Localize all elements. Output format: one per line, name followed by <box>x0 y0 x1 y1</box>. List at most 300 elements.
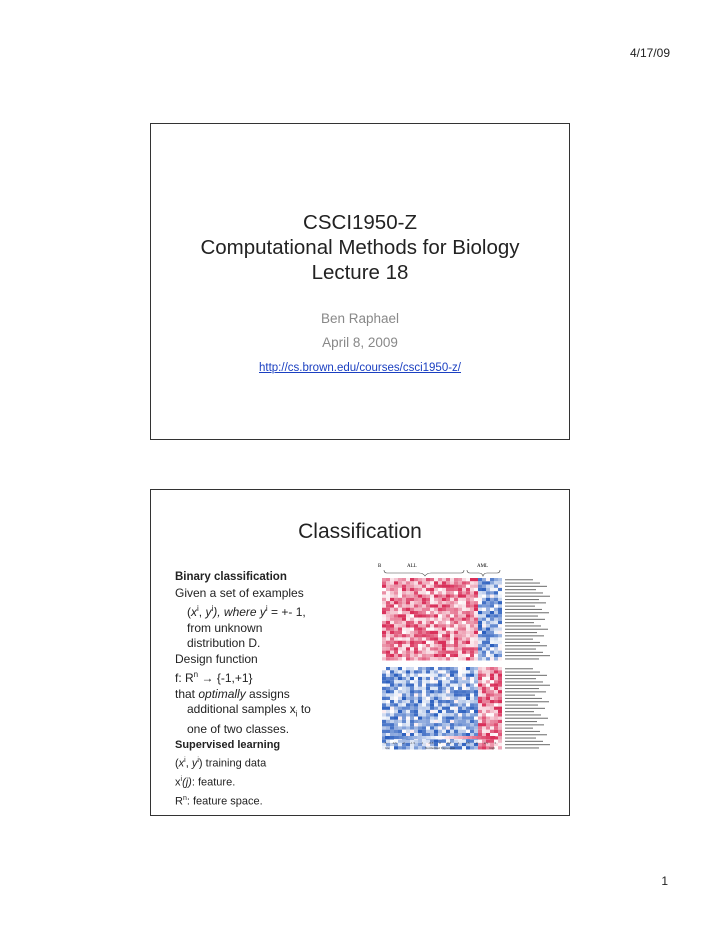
heatmap-cell <box>446 690 450 693</box>
heatmap-cell <box>482 634 486 637</box>
heatmap-cell <box>406 581 410 584</box>
heatmap-cell <box>434 644 438 647</box>
heatmap-cell <box>482 670 486 673</box>
heatmap-cell <box>382 693 386 696</box>
gene-label-line <box>505 721 537 722</box>
heatmap-cell <box>386 598 390 601</box>
heatmap-cell <box>498 746 502 749</box>
heatmap-cell <box>410 733 414 736</box>
heatmap-cell <box>442 693 446 696</box>
heatmap-cell <box>426 618 430 621</box>
heatmap-cell <box>390 746 394 749</box>
heatmap-cell <box>482 720 486 723</box>
heatmap-cell <box>434 621 438 624</box>
heatmap-cell <box>382 618 386 621</box>
heatmap-cell <box>462 647 466 650</box>
heatmap-cell <box>466 634 470 637</box>
heatmap-cell <box>462 624 466 627</box>
heatmap-cell <box>462 621 466 624</box>
heatmap-cell <box>390 726 394 729</box>
heatmap-cell <box>402 624 406 627</box>
heatmap-cell <box>434 608 438 611</box>
heatmap-cell <box>462 713 466 716</box>
heatmap-cell <box>458 700 462 703</box>
heatmap-cell <box>410 618 414 621</box>
heatmap-cell <box>498 690 502 693</box>
heatmap-cell <box>418 601 422 604</box>
heatmap-cell <box>482 604 486 607</box>
heatmap-cell <box>430 657 434 660</box>
heatmap-cell <box>494 677 498 680</box>
heatmap-cell <box>406 608 410 611</box>
heatmap-cell <box>470 700 474 703</box>
heatmap-cell <box>406 667 410 670</box>
heatmap-cell <box>410 624 414 627</box>
heatmap-cell <box>474 723 478 726</box>
heatmap-cell <box>394 608 398 611</box>
gene-label-line <box>505 632 537 633</box>
heatmap-cell <box>470 667 474 670</box>
heatmap-cell <box>462 628 466 631</box>
heatmap-cell <box>486 581 490 584</box>
heatmap-cell <box>462 644 466 647</box>
heatmap-cell <box>446 621 450 624</box>
heatmap-cell <box>422 687 426 690</box>
heatmap-cell <box>410 588 414 591</box>
heatmap-cell <box>474 621 478 624</box>
gene-label-line <box>505 675 547 676</box>
heatmap-cell <box>498 595 502 598</box>
gene-label-line <box>505 586 547 587</box>
heatmap-cell <box>454 604 458 607</box>
heatmap-cell <box>390 647 394 650</box>
heatmap-cell <box>466 588 470 591</box>
heatmap-cell <box>458 733 462 736</box>
heatmap-cell <box>422 611 426 614</box>
heatmap-cell <box>402 710 406 713</box>
heatmap-cell <box>446 637 450 640</box>
heatmap-cell <box>418 654 422 657</box>
heatmap-cell <box>482 644 486 647</box>
heatmap-cell <box>482 628 486 631</box>
heatmap-cell <box>474 611 478 614</box>
heatmap-cell <box>494 723 498 726</box>
heatmap-cell <box>478 693 482 696</box>
heatmap-cell <box>446 657 450 660</box>
gene-label-line <box>505 698 542 699</box>
heatmap-cell <box>434 624 438 627</box>
heatmap-cell <box>430 710 434 713</box>
heatmap-cell <box>474 604 478 607</box>
heatmap-cell <box>498 730 502 733</box>
heatmap-cell <box>390 624 394 627</box>
heatmap-cell <box>434 604 438 607</box>
heatmap-cell <box>454 598 458 601</box>
heatmap-cell <box>470 723 474 726</box>
heatmap-cell <box>414 581 418 584</box>
heatmap-cell <box>382 684 386 687</box>
heatmap-cell <box>486 680 490 683</box>
heatmap-cell <box>386 644 390 647</box>
heatmap-cell <box>478 684 482 687</box>
heatmap-cell <box>446 700 450 703</box>
scale-tick-label: -1.5 <box>409 741 416 745</box>
heatmap-cell <box>430 687 434 690</box>
slide-body-text <box>175 570 360 809</box>
heatmap-cell <box>474 720 478 723</box>
heatmap-cell <box>442 733 446 736</box>
heatmap-cell <box>398 670 402 673</box>
heatmap-cell <box>482 697 486 700</box>
heatmap-cell <box>490 687 494 690</box>
heatmap-cell <box>398 585 402 588</box>
heatmap-cell <box>498 674 502 677</box>
heatmap-cell <box>474 710 478 713</box>
heatmap-cell <box>398 641 402 644</box>
heatmap-cell <box>442 684 446 687</box>
heatmap-cell <box>406 733 410 736</box>
heatmap-cell <box>442 677 446 680</box>
heatmap-cell <box>494 703 498 706</box>
heatmap-cell <box>466 703 470 706</box>
heatmap-cell <box>422 654 426 657</box>
heatmap-cell <box>446 733 450 736</box>
heatmap-cell <box>458 667 462 670</box>
heatmap-cell <box>386 680 390 683</box>
heatmap-cell <box>398 628 402 631</box>
heatmap-cell <box>462 693 466 696</box>
heatmap-cell <box>402 667 406 670</box>
heatmap-cell <box>438 703 442 706</box>
heatmap-cell <box>494 581 498 584</box>
heatmap-cell <box>474 578 478 581</box>
heatmap-cell <box>478 618 482 621</box>
heatmap-cell <box>450 713 454 716</box>
heatmap-cell <box>490 654 494 657</box>
heatmap-cell <box>386 608 390 611</box>
heatmap-cell <box>410 730 414 733</box>
heatmap-cell <box>446 614 450 617</box>
heatmap-cell <box>442 674 446 677</box>
heatmap-cell <box>466 631 470 634</box>
heatmap-cell <box>390 717 394 720</box>
brace-all <box>384 570 464 576</box>
heatmap-cell <box>450 697 454 700</box>
gene-labels <box>505 579 550 748</box>
heatmap-cell <box>398 693 402 696</box>
slide-title-card <box>150 123 570 440</box>
heatmap-cell <box>446 667 450 670</box>
gene-label-line <box>505 645 547 646</box>
heatmap-cell <box>486 654 490 657</box>
scale-tick-label: -1 <box>420 741 423 745</box>
course-code: CSCI1950-Z <box>303 211 417 234</box>
heatmap-cell <box>462 703 466 706</box>
heatmap-cell <box>498 631 502 634</box>
heatmap-cell <box>406 598 410 601</box>
heatmap-cell <box>482 637 486 640</box>
heatmap-cell <box>470 598 474 601</box>
heatmap-cell <box>442 726 446 729</box>
heatmap-cell <box>474 703 478 706</box>
heatmap-svg <box>379 560 559 750</box>
heatmap-cell <box>382 581 386 584</box>
heatmap-cell <box>434 634 438 637</box>
heatmap-cell <box>390 730 394 733</box>
heatmap-cell <box>422 624 426 627</box>
heatmap-cell <box>498 743 502 746</box>
heatmap-cell <box>426 733 430 736</box>
heatmap-cell <box>498 621 502 624</box>
heatmap-cell <box>402 690 406 693</box>
heatmap-cell <box>394 670 398 673</box>
heatmap-cell <box>414 654 418 657</box>
heatmap-cell <box>414 618 418 621</box>
heatmap-cell <box>450 585 454 588</box>
heatmap-cell <box>450 598 454 601</box>
heatmap-cell <box>438 677 442 680</box>
heatmap-cell <box>442 628 446 631</box>
heatmap-cell <box>486 713 490 716</box>
heatmap-cell <box>398 674 402 677</box>
heatmap-cell <box>486 641 490 644</box>
heatmap-cell <box>462 637 466 640</box>
heatmap-cell <box>458 578 462 581</box>
heatmap-cell <box>386 713 390 716</box>
heatmap-cell <box>418 588 422 591</box>
heatmap-cell <box>410 693 414 696</box>
heatmap-cell <box>458 720 462 723</box>
heatmap-cell <box>426 717 430 720</box>
heatmap-cell <box>466 608 470 611</box>
heatmap-cell <box>450 707 454 710</box>
heatmap-cell <box>410 703 414 706</box>
heatmap-cell <box>438 614 442 617</box>
heatmap-cell <box>418 717 422 720</box>
heatmap-cell <box>490 621 494 624</box>
heatmap-cell <box>442 588 446 591</box>
heatmap-cell <box>454 601 458 604</box>
heatmap-cell <box>482 585 486 588</box>
heatmap-cell <box>430 585 434 588</box>
heatmap-cell <box>446 674 450 677</box>
heatmap-cell <box>482 611 486 614</box>
heatmap-cell <box>402 670 406 673</box>
scale-tick-label: 3 <box>494 741 496 745</box>
heatmap-cell <box>394 641 398 644</box>
heatmap-cell <box>410 677 414 680</box>
heatmap-cell <box>406 717 410 720</box>
heatmap-cell <box>442 700 446 703</box>
heatmap-cell <box>474 717 478 720</box>
heatmap-cell <box>390 614 394 617</box>
heatmap-cell <box>450 641 454 644</box>
heatmap-cell <box>418 680 422 683</box>
heatmap-cell <box>386 647 390 650</box>
heatmap-cell <box>470 674 474 677</box>
scale-caption: Normalized Expression <box>424 746 456 750</box>
heatmap-cell <box>406 654 410 657</box>
heatmap-cell <box>470 703 474 706</box>
heatmap-cell <box>498 680 502 683</box>
heatmap-cell <box>450 618 454 621</box>
heatmap-cell <box>394 677 398 680</box>
heatmap-cell <box>490 595 494 598</box>
text-training-data: ($x^i$, $y^i$) training data <box>175 757 267 771</box>
heatmap-cell <box>426 723 430 726</box>
heatmap-cell <box>494 654 498 657</box>
heatmap-cell <box>438 674 442 677</box>
heatmap-cell <box>410 621 414 624</box>
heatmap-cell <box>442 624 446 627</box>
heatmap-cell <box>442 687 446 690</box>
heatmap-cell <box>478 604 482 607</box>
heatmap-cell <box>406 595 410 598</box>
gene-label-line <box>505 583 540 584</box>
heatmap-cell <box>414 693 418 696</box>
heatmap-cell <box>486 703 490 706</box>
scale-swatch <box>468 736 473 739</box>
heatmap-cell <box>442 680 446 683</box>
heatmap-cell <box>394 723 398 726</box>
heatmap-cell <box>482 624 486 627</box>
heatmap-cell <box>402 604 406 607</box>
heatmap-cell <box>426 628 430 631</box>
heatmap-cell <box>450 588 454 591</box>
heatmap-cell <box>406 614 410 617</box>
heatmap-cell <box>486 677 490 680</box>
heatmap-cell <box>470 713 474 716</box>
heatmap-cell <box>482 595 486 598</box>
heatmap-cell <box>458 621 462 624</box>
heatmap-cell <box>386 684 390 687</box>
heatmap-cell <box>482 654 486 657</box>
heatmap-cell <box>474 647 478 650</box>
heatmap-cell <box>406 680 410 683</box>
heatmap-cell <box>446 730 450 733</box>
heatmap-cell <box>478 717 482 720</box>
heatmap-cell <box>474 628 478 631</box>
gene-label-line <box>505 741 543 742</box>
heatmap-cell <box>490 614 494 617</box>
heatmap-cell <box>402 591 406 594</box>
gene-label-line <box>505 714 541 715</box>
heatmap-cell <box>494 604 498 607</box>
heatmap-cell <box>474 598 478 601</box>
heatmap-cell <box>442 644 446 647</box>
heatmap-cell <box>498 608 502 611</box>
heatmap-cell <box>398 684 402 687</box>
heatmap-cell <box>466 687 470 690</box>
slide-classification <box>150 489 570 816</box>
heatmap-cell <box>454 707 458 710</box>
heatmap-cell <box>458 677 462 680</box>
heatmap-cell <box>382 624 386 627</box>
heatmap-cell <box>386 710 390 713</box>
heatmap-cell <box>474 654 478 657</box>
heatmap-cell <box>462 578 466 581</box>
heatmap-cell <box>430 595 434 598</box>
heatmap-cell <box>494 598 498 601</box>
heatmap-cell <box>410 614 414 617</box>
heatmap-cell <box>482 651 486 654</box>
heatmap-cell <box>434 611 438 614</box>
heatmap-cell <box>494 687 498 690</box>
heatmap-cell <box>398 723 402 726</box>
heatmap-cell <box>454 720 458 723</box>
heatmap-cell <box>498 667 502 670</box>
heatmap-cell <box>386 697 390 700</box>
heatmap-cell <box>458 654 462 657</box>
heatmap-cell <box>394 631 398 634</box>
heatmap-cell <box>402 730 406 733</box>
heatmap-cell <box>474 677 478 680</box>
scale-tick-label: 0.5 <box>447 741 452 745</box>
heatmap-cell <box>470 717 474 720</box>
heatmap-cell <box>498 700 502 703</box>
heatmap-cell <box>458 581 462 584</box>
heatmap-cell <box>414 641 418 644</box>
heatmap-cell <box>494 717 498 720</box>
course-url-link[interactable]: http://cs.brown.edu/courses/csci1950-z/ <box>259 362 461 374</box>
heatmap-cell <box>446 717 450 720</box>
heatmap-cell <box>406 670 410 673</box>
heatmap-cell <box>490 628 494 631</box>
heatmap-cell <box>414 598 418 601</box>
heatmap-cell <box>382 670 386 673</box>
heatmap-cell <box>406 687 410 690</box>
heatmap-cell <box>426 697 430 700</box>
heatmap-cell <box>430 578 434 581</box>
heatmap-cell <box>470 621 474 624</box>
heatmap-cell <box>490 651 494 654</box>
heatmap-cell <box>442 581 446 584</box>
heatmap-cell <box>426 631 430 634</box>
heatmap-cell <box>454 651 458 654</box>
heatmap-cell <box>454 723 458 726</box>
heatmap-cell <box>458 588 462 591</box>
heatmap-cell <box>414 624 418 627</box>
heatmap-cell <box>398 677 402 680</box>
heatmap-cell <box>458 591 462 594</box>
heatmap-cell <box>430 697 434 700</box>
heatmap-cell <box>446 628 450 631</box>
heatmap-cell <box>382 601 386 604</box>
heatmap-cell <box>434 713 438 716</box>
heatmap-cell <box>462 710 466 713</box>
heatmap-cell <box>458 680 462 683</box>
scale-swatch <box>390 736 395 739</box>
heatmap-cell <box>494 588 498 591</box>
heatmap-cell <box>434 700 438 703</box>
heatmap-cell <box>422 585 426 588</box>
heatmap-cell <box>498 720 502 723</box>
gene-label-line <box>505 744 550 745</box>
heatmap-cell <box>470 628 474 631</box>
heatmap-cell <box>410 723 414 726</box>
heatmap-cell <box>462 726 466 729</box>
heatmap-cell <box>470 654 474 657</box>
heatmap-cell <box>386 578 390 581</box>
heatmap-cell <box>454 654 458 657</box>
heatmap-cell <box>442 723 446 726</box>
heatmap-cell <box>402 647 406 650</box>
heatmap-cell <box>454 585 458 588</box>
heatmap-cell <box>438 723 442 726</box>
text-given: Given a set of examples <box>175 585 304 600</box>
heatmap-cell <box>478 680 482 683</box>
heatmap-cell <box>406 618 410 621</box>
